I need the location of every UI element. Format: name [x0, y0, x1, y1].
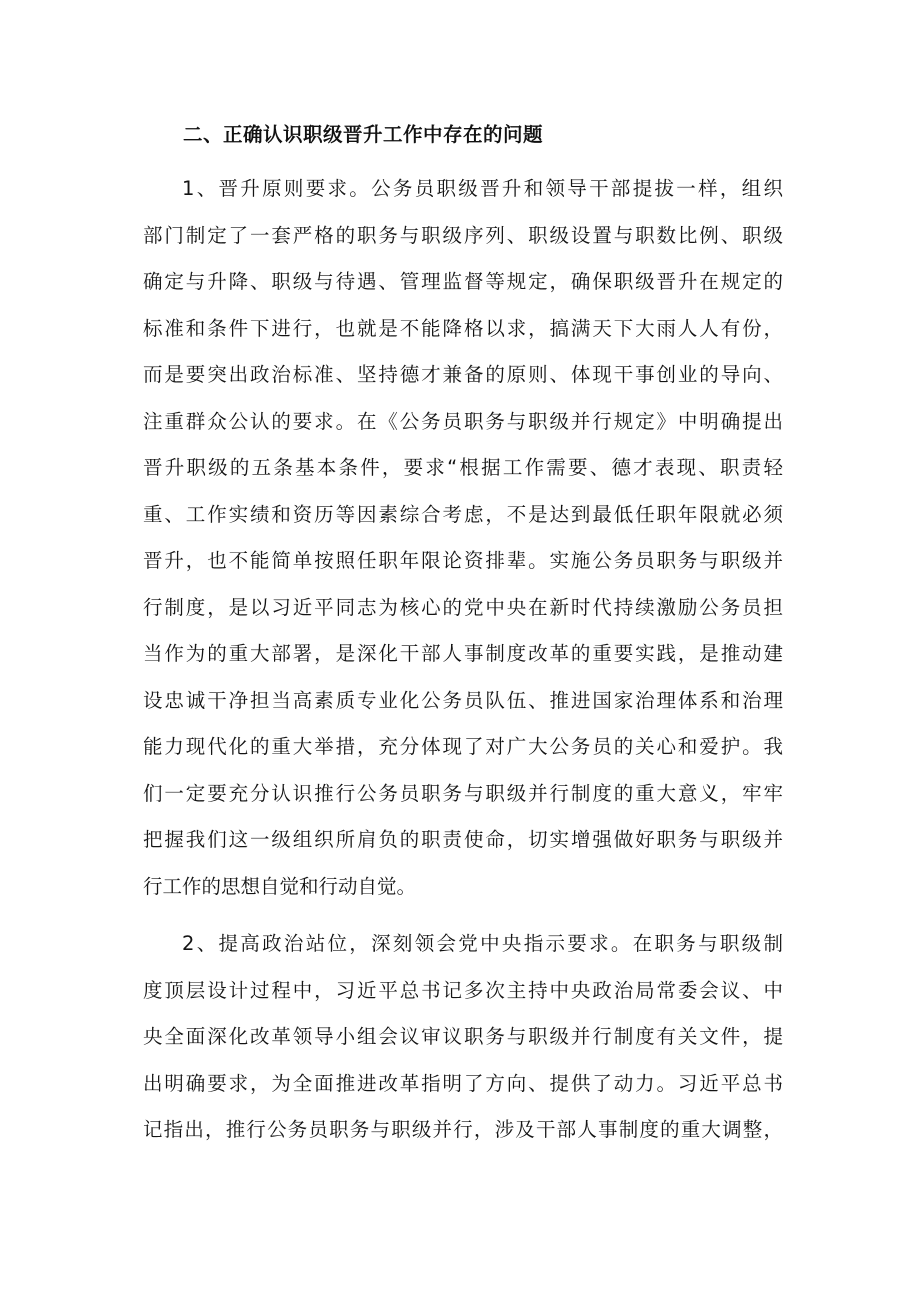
text-line: 确定与升降、职级与待遇、管理监督等规定，确保职级晋升在规定的 — [143, 270, 783, 293]
paragraph-2 — [143, 921, 783, 1154]
text-line: 2、提高政治站位，深刻领会党中央指示要求。在职务与职级制 — [182, 932, 783, 955]
text-line: 央全面深化改革领导小组会议审议职务与职级并行制度有关文件，提 — [143, 1025, 783, 1048]
text-line: 设忠诚干净担当高素质专业化公务员队伍、推进国家治理体系和治理 — [143, 688, 783, 712]
text-line: 标准和条件下进行，也就是不能降格以求，搞满天下大雨人人有份， — [143, 316, 783, 340]
section-heading: 二、正确认识职级晋升工作中存在的问题 — [183, 123, 544, 146]
text-line: 重、工作实绩和资历等因素综合考虑，不是达到最低任职年限就必须 — [143, 502, 783, 526]
text-line: 注重群众公认的要求。在《公务员职务与职级并行规定》中明确提出 — [143, 409, 783, 433]
paragraph-1 — [143, 166, 783, 910]
text-line: 能力现代化的重大举措，充分体现了对广大公务员的关心和爱护。我 — [143, 735, 783, 758]
text-line: 们一定要充分认识推行公务员职务与职级并行制度的重大意义，牢牢 — [143, 781, 783, 805]
text-line: 晋升，也不能简单按照任职年限论资排辈。实施公务员职务与职级并 — [143, 549, 783, 572]
text-line: 度顶层设计过程中，习近平总书记多次主持中央政治局常委会议、中 — [143, 978, 783, 1002]
text-line: 记指出，推行公务员职务与职级并行，涉及干部人事制度的重大调整， — [143, 1118, 783, 1141]
text-line: 当作为的重大部署，是深化干部人事制度改革的重要实践，是推动建 — [143, 642, 783, 665]
text-line: 出明确要求，为全面推进改革指明了方向、提供了动力。习近平总书 — [143, 1071, 783, 1095]
text-line: 部门制定了一套严格的职务与职级序列、职级设置与职数比例、职级 — [143, 223, 783, 247]
text-line: 行工作的思想自觉和行动自觉。 — [143, 874, 417, 898]
document-body — [143, 116, 783, 1154]
text-line: 1、晋升原则要求。公务员职级晋升和领导干部提拔一样，组织 — [182, 177, 783, 200]
text-line: 晋升职级的五条基本条件，要求“根据工作需要、德才表现、职责轻 — [143, 456, 783, 479]
text-line: 把握我们这一级组织所肩负的职责使命，切实增强做好职务与职级并 — [143, 828, 783, 851]
text-line: 行制度，是以习近平同志为核心的党中央在新时代持续激励公务员担 — [143, 595, 783, 619]
text-line: 而是要突出政治标准、坚持德才兼备的原则、体现干事创业的导向、 — [143, 363, 783, 386]
